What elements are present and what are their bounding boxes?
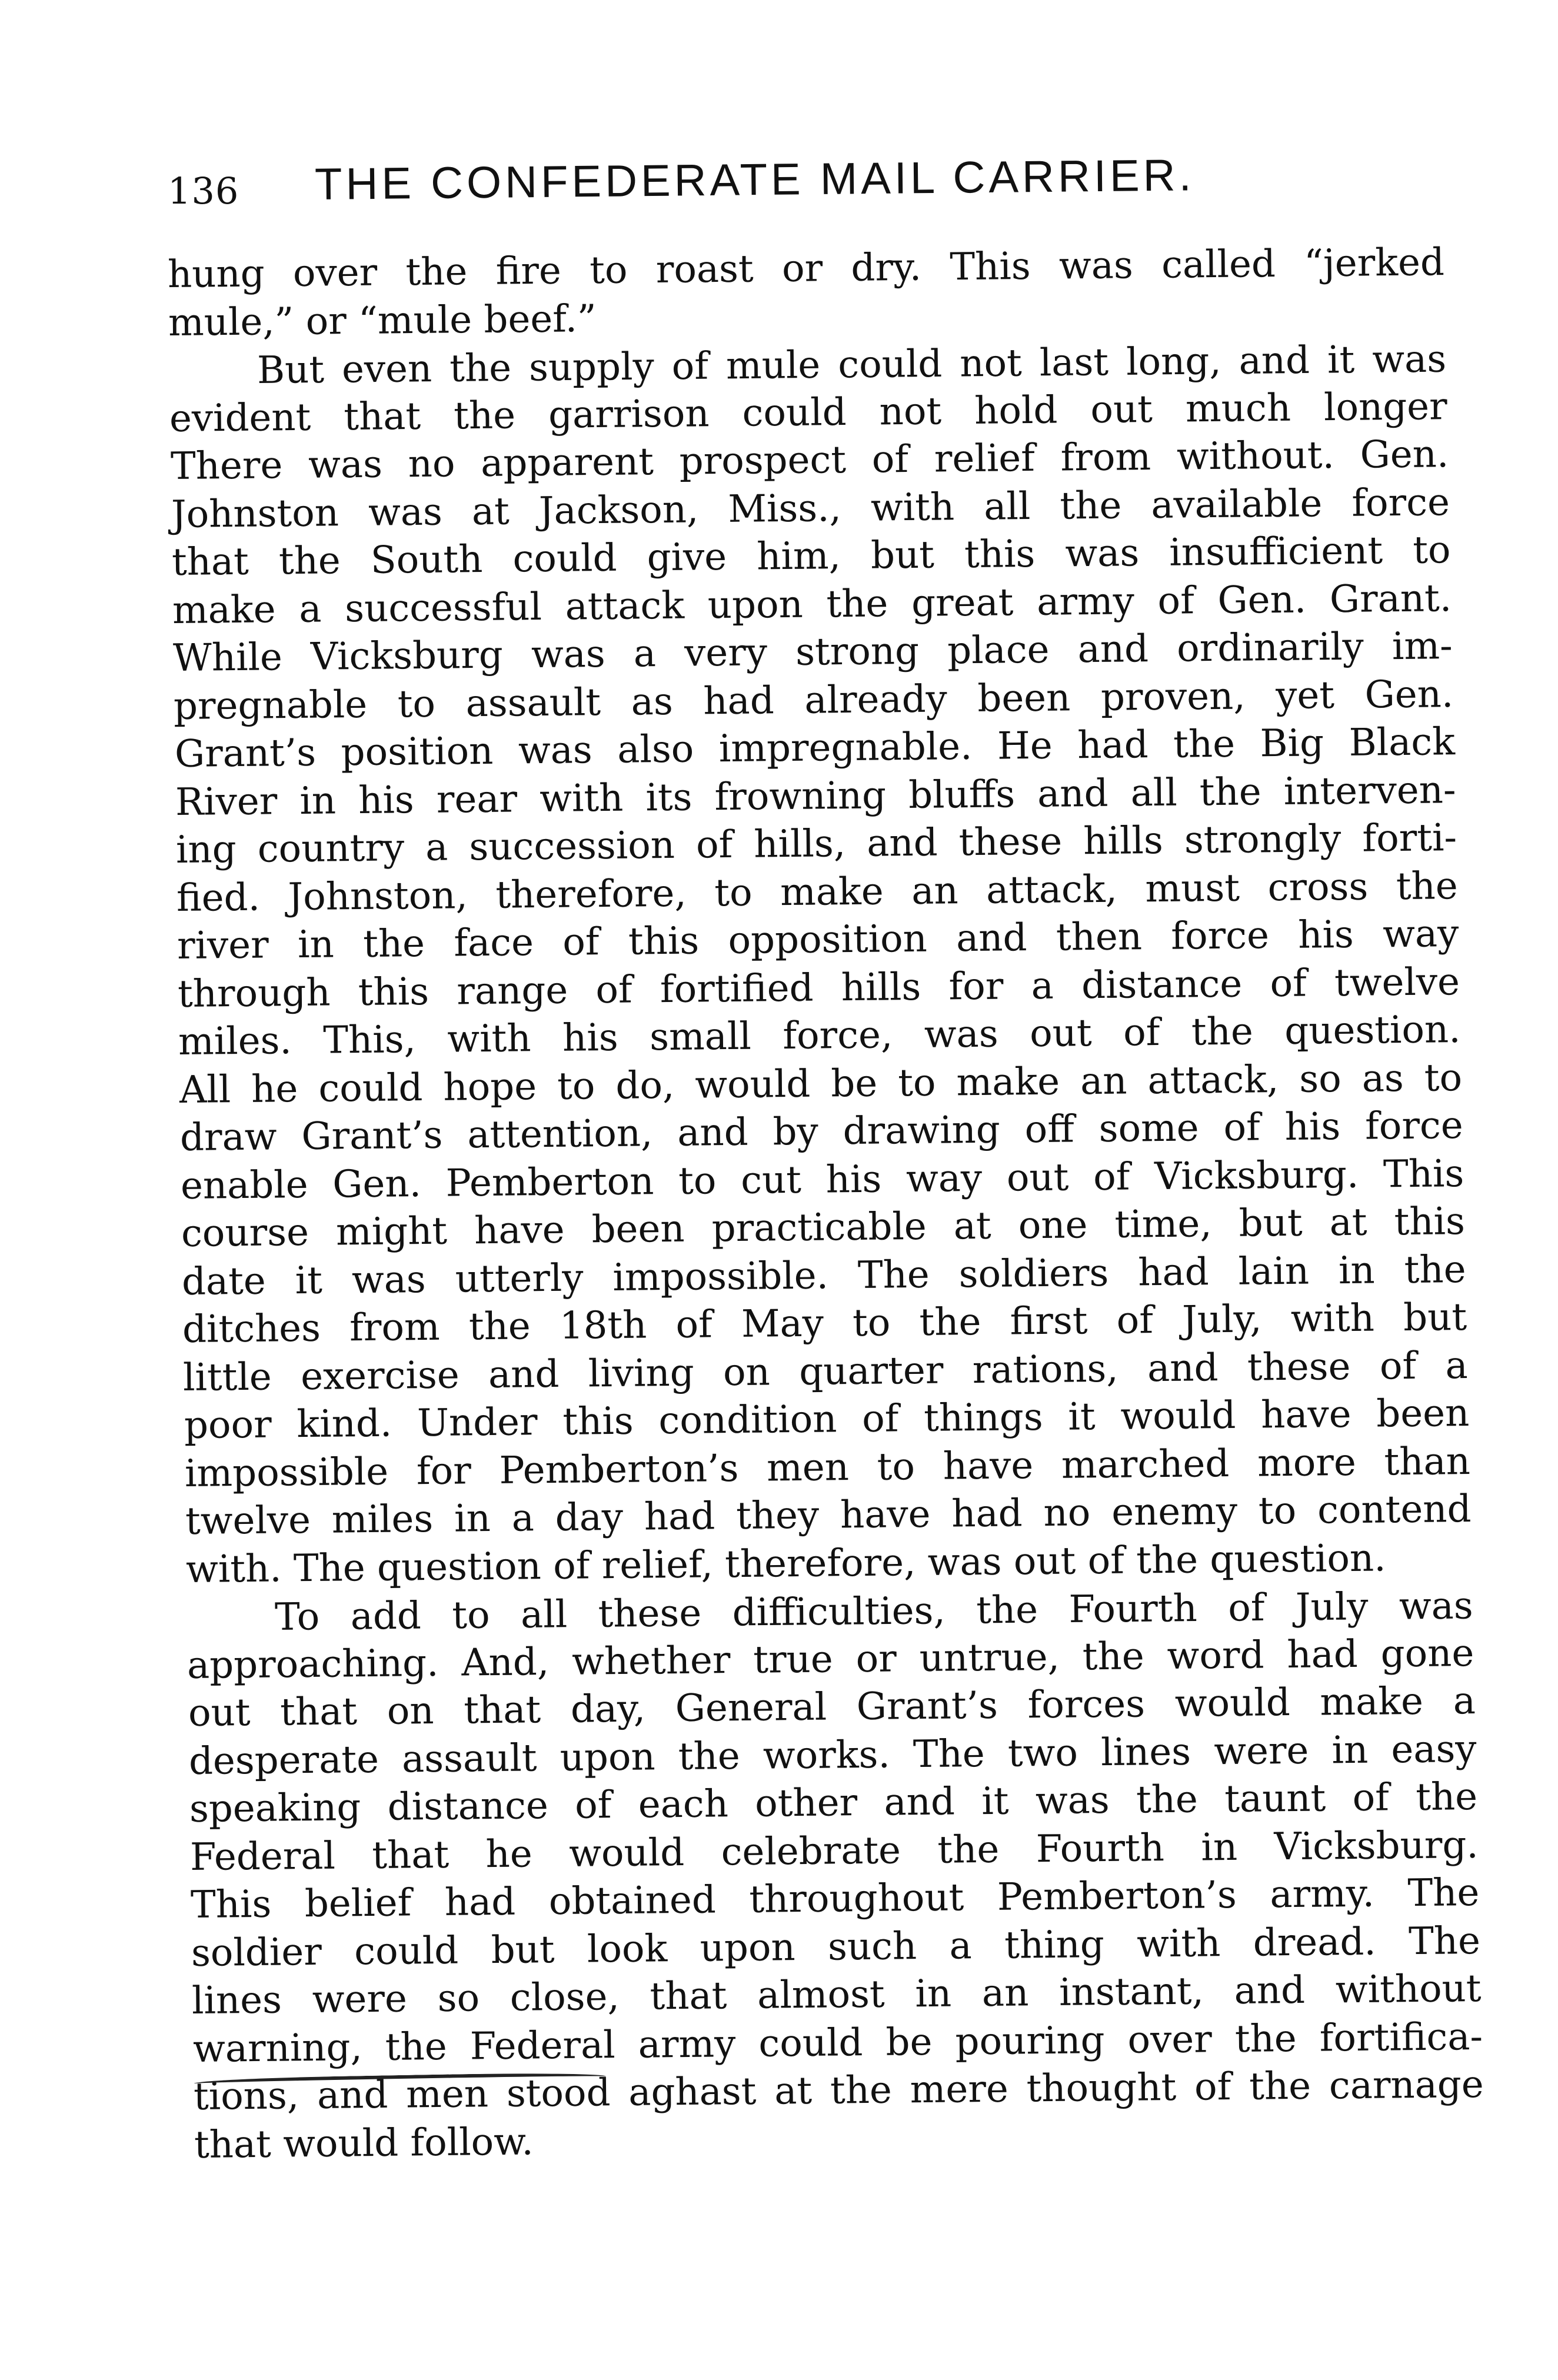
text-line: desperate assault upon the works. The two lines were in easy <box>188 1727 1477 1783</box>
text-line: through this range of fortified hills for a distance of twelve <box>177 960 1460 1016</box>
text-line: River in his rear with its frowning bluffs and all the interven- <box>175 768 1456 824</box>
text-line: enable Gen. Pemberton to cut his way out of Vicksburg. This <box>180 1151 1464 1208</box>
text-line: impossible for Pemberton’s men to have marched more than <box>184 1439 1471 1496</box>
text-line: All he could hope to do, would be to make an attack, so as to <box>179 1056 1462 1112</box>
text-line: approaching. And, whether true or untrue, the word had gone <box>187 1631 1474 1687</box>
text-line: But even the supply of mule could not last long, and it was <box>257 337 1447 392</box>
text-line: soldier could but look upon such a thing with dread. The <box>191 1919 1481 1975</box>
text-line: To add to all these difficulties, the Fourth of July was <box>274 1584 1474 1639</box>
text-line: date it was utterly impossible. The soldiers had lain in the <box>181 1247 1466 1304</box>
page-header <box>168 150 1462 224</box>
text-line: warning, the Federal army could be pouring over the fortifica- <box>192 2015 1483 2071</box>
text-line: poor kind. Under this condition of things it would have been <box>184 1392 1470 1447</box>
text-line: mule,” or “mule beef.” <box>168 297 597 345</box>
text-line: tions, and men stood aghast at the mere thought of the carnage <box>193 2062 1484 2119</box>
text-line: twelve miles in a day had they have had no enemy to contend <box>185 1487 1472 1543</box>
text-line: speaking distance of each other and it was the taunt of the <box>189 1775 1478 1831</box>
text-line: Federal that he would celebrate the Fourth in Vicksburg. <box>189 1823 1479 1879</box>
text-line: fied. Johnston, therefore, to make an attack, must cross the <box>176 864 1458 920</box>
text-line: ditches from the 18th of May to the first of July, with but <box>182 1296 1467 1352</box>
text-line: Johnston was at Jackson, Miss., with all the available force <box>171 480 1450 537</box>
text-line: that would follow. <box>194 2119 534 2167</box>
text-line: miles. This, with his small force, was out of the question. <box>178 1008 1462 1064</box>
text-line: ing country a succession of hills, and these hills strongly forti- <box>175 816 1457 872</box>
running-head: THE CONFEDERATE MAIL CARRIER. <box>314 150 1196 209</box>
text-line: evident that the garrison could not hold out much longer <box>169 384 1448 441</box>
text-line: Grant’s position was also impregnable. He had the Big Black <box>174 720 1455 776</box>
text-line: with. The question of relief, therefore, was out of the question. <box>185 1536 1386 1592</box>
text-line: little exercise and living on quarter rations, and these of a <box>183 1343 1469 1400</box>
text-line: There was no apparent prospect of relief from without. Gen. <box>170 432 1449 488</box>
page-number: 136 <box>168 169 239 212</box>
text-line: river in the face of this opposition and then force his way <box>177 912 1459 968</box>
text-line: While Vicksburg was a very strong place and ordinarily im- <box>172 624 1453 680</box>
text-line: pregnable to assault as had already been proven, yet Gen. <box>173 672 1454 728</box>
text-line: hung over the fire to roast or dry. This was called “jerked <box>167 241 1445 297</box>
text-line: course might have been practicable at one time, but at this <box>181 1200 1466 1256</box>
text-line: make a successful attack upon the great army of Gen. Grant. <box>172 576 1452 633</box>
text-line: This belief had obtained throughout Pemberton’s army. The <box>190 1870 1480 1927</box>
text-line: draw Grant’s attention, and by drawing off some of his force <box>179 1104 1463 1160</box>
text-line: that the South could give him, but this was insufficient to <box>171 528 1451 584</box>
text-line: lines were so close, that almost in an instant, and without <box>192 1966 1482 2023</box>
text-line: out that on that day, General Grant’s forces would make a <box>188 1679 1476 1735</box>
